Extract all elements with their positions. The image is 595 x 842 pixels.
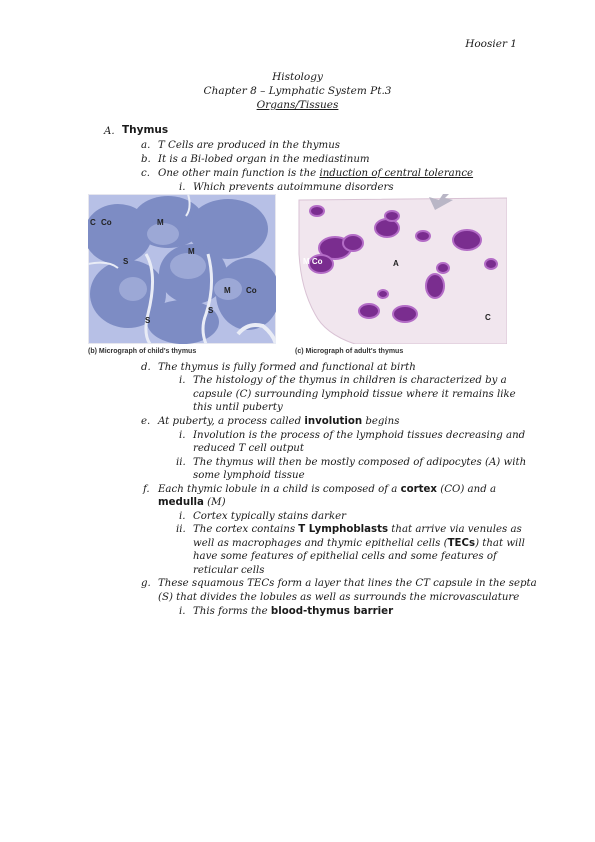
label-s-3: S — [145, 316, 151, 325]
item-f-ii-line3: have some features of epithelial cells and some features of — [193, 551, 497, 562]
item-c-i-marker: i. — [179, 182, 186, 193]
item-e-i-line1: Involution is the process of the lymphoid tissues decreasing and — [193, 430, 526, 441]
item-e-i-marker: i. — [179, 430, 186, 441]
item-e-i-line2: reduced T cell output — [193, 443, 304, 454]
item-d-i-line3: this until puberty — [193, 402, 283, 413]
item-f-pre: Each thymic lobule in a child is composed of a — [158, 484, 401, 495]
lymphoid-lobule — [375, 219, 399, 237]
item-g-line1: These squamous TECs form a layer that lines the CT capsule in the septa — [158, 578, 537, 589]
adult-thymus-image — [295, 194, 507, 344]
child-thymus-micrograph — [88, 194, 276, 344]
item-c-text — [158, 167, 473, 180]
item-f-ii-l2-bold: TECs — [447, 538, 476, 549]
item-d-text: The thymus is fully formed and functional at birth — [158, 362, 416, 373]
lymphoid-lobule — [359, 304, 379, 318]
child-thymus-image — [88, 194, 276, 344]
lymphoid-lobule — [378, 290, 388, 298]
item-g-marker: g. — [141, 578, 151, 589]
item-c-marker: c. — [141, 168, 150, 179]
item-f-i-text: Cortex typically stains darker — [193, 511, 347, 522]
item-d-i-marker: i. — [179, 375, 186, 386]
item-e-post: begins — [362, 416, 400, 427]
label-c-right: C — [485, 313, 491, 322]
item-g-i-bold: blood-thymus barrier — [270, 606, 394, 617]
label-s-2: S — [208, 306, 214, 315]
item-g-i-marker: i. — [179, 606, 186, 617]
item-f-ii-line1 — [193, 523, 522, 536]
label-a: A — [393, 259, 399, 268]
label-m-3: M — [224, 286, 231, 295]
item-d-i-line1: The histology of the thymus in children is characterized by a — [193, 375, 507, 386]
item-e-ii-line1: The thymus will then be mostly composed of adipocytes (A) with — [193, 457, 527, 468]
item-d-marker: d. — [141, 362, 151, 373]
item-f-marker: f. — [143, 484, 150, 495]
item-e-pre: At puberty, a process called — [158, 416, 305, 427]
title-block — [0, 70, 595, 112]
item-e-ii-line2: some lymphoid tissue — [193, 470, 305, 481]
adult-thymus-micrograph — [295, 194, 507, 344]
item-a-text: T Cells are produced in the thymus — [158, 140, 340, 151]
lymphoid-lobule — [416, 231, 430, 241]
item-b-text: It is a Bi-lobed organ in the mediastinum — [158, 154, 370, 165]
label-s-1: S — [123, 257, 129, 266]
item-f-ii-l2-post: ) that will — [475, 538, 525, 549]
label-m-2: M — [188, 247, 195, 256]
label-co-1: Co — [101, 218, 112, 227]
page-header: Hoosier 1 — [465, 38, 517, 50]
item-e-ii-marker: ii. — [176, 457, 186, 468]
item-f-line2 — [158, 496, 226, 509]
item-f-ii-line4: reticular cells — [193, 565, 265, 576]
medulla-zone — [170, 253, 206, 279]
item-g-line2: (S) that divides the lobules as well as surrounds the microvasculature — [158, 592, 520, 603]
item-a-marker: a. — [141, 140, 151, 151]
lymphoid-lobule — [437, 263, 449, 273]
medulla-zone — [119, 277, 147, 301]
label-m-1: M — [157, 218, 164, 227]
lymphoid-lobule — [393, 306, 417, 322]
item-e-marker: e. — [141, 416, 151, 427]
subject-title: Histology — [272, 71, 323, 83]
label-c-left: C — [90, 218, 96, 227]
label-co-2: Co — [246, 286, 257, 295]
item-f-ii-l1-bold: T Lymphoblasts — [298, 524, 389, 535]
adult-thymus-caption: (c) Micrograph of adult's thymus — [295, 348, 404, 355]
item-d-i-line2: capsule (C) surrounding lymphoid tissue where it remains like — [193, 389, 516, 400]
item-g-i-pre: This forms the — [193, 606, 271, 617]
item-f-line1 — [158, 483, 496, 496]
item-e-bold: involution — [304, 416, 363, 427]
item-c-i-text: Which prevents autoimmune disorders — [193, 182, 394, 193]
item-f-bold-medulla: medulla — [158, 497, 204, 508]
child-thymus-caption: (b) Micrograph of child's thymus — [88, 348, 197, 355]
item-f-ii-l1-pre: The cortex contains — [193, 524, 299, 535]
lymphoid-lobule — [453, 230, 481, 250]
item-f-bold-cortex: cortex — [400, 484, 437, 495]
lymphoid-lobule — [385, 211, 399, 221]
chapter-title: Chapter 8 – Lymphatic System Pt.3 — [203, 85, 392, 97]
section-a-heading: Thymus — [122, 124, 169, 136]
item-b-marker: b. — [141, 154, 151, 165]
item-f-ii-marker: ii. — [176, 524, 186, 535]
section-title: Organs/Tissues — [256, 99, 339, 111]
item-e-text — [158, 415, 399, 428]
item-f-mid: (CO) and a — [436, 484, 497, 495]
item-f-ii-line2 — [193, 537, 525, 550]
item-f-ii-l2-pre: well as macrophages and thymic epithelial cells ( — [193, 538, 448, 549]
lymphoid-lobule — [310, 206, 324, 216]
item-f-i-marker: i. — [179, 511, 186, 522]
item-f-ii-l1-post: that arrive via venules as — [388, 524, 522, 535]
item-f-post: (M) — [203, 497, 226, 508]
label-m-co: M Co — [303, 257, 323, 266]
item-c-underlined: induction of central tolerance — [319, 168, 474, 179]
lymphoid-lobule — [343, 235, 363, 251]
section-a-marker: A. — [104, 126, 115, 137]
item-c-text-pre: One other main function is the — [158, 168, 320, 179]
item-g-i-text — [193, 605, 393, 618]
lymphoid-lobule — [426, 274, 444, 298]
lymphoid-lobule — [485, 259, 497, 269]
